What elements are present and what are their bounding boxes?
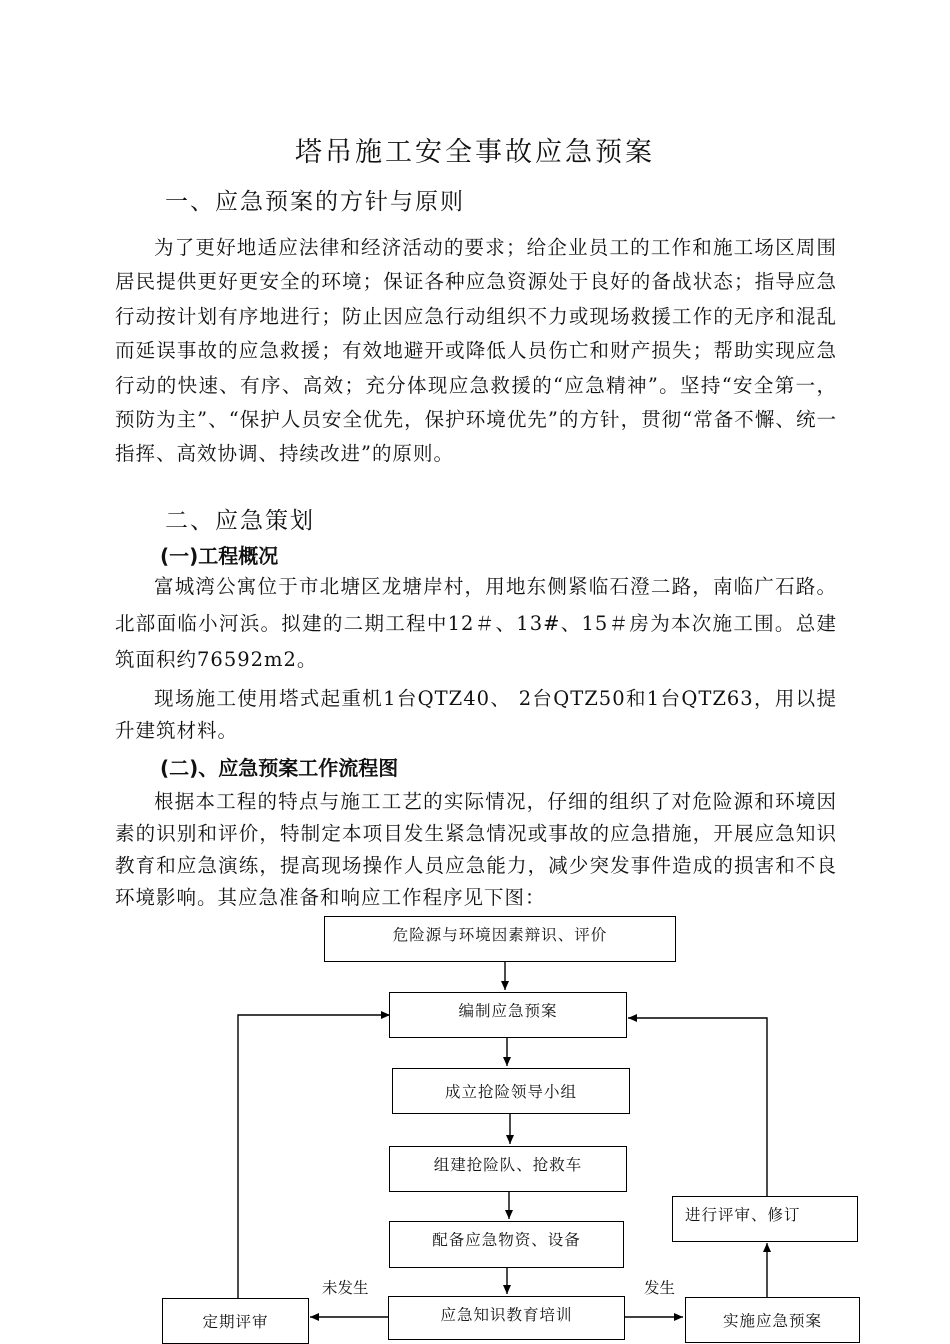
crane-info-text: 现场施工使用塔式起重机1台QTZ40、 2台QTZ50和1台QTZ63，用以提升建筑材料。	[115, 687, 837, 742]
section2-heading: 二、应急策划	[165, 508, 315, 534]
edge-label-occurred: 发生	[644, 1279, 676, 1297]
section1-paragraph-text: 为了更好地适应法律和经济活动的要求；给企业员工的工作和施工场区周围居民提供更好更安全的环境；保证各种应急资源处于良好的备战状态；指导应急行动按计划有序地进行；防止因应急行动组织不力或现场救援工作的无序和混乱而延误事故的应急救援；有效地避开或降低人员伤亡和财产损失；帮助实现应急行动的快速、有序、高效；充分体现应急救援的“应急精神”。坚持“安全第一，预防为主”、“保护人员安全优先，保护环境优先”的方针，贯彻“常备不懈、统一指挥、高效协调、持续改进”的原则。	[115, 236, 837, 466]
subsection1-heading: (一)工程概况	[160, 544, 279, 568]
section1-heading: 一、应急预案的方针与原则	[165, 189, 465, 215]
page-title: 塔吊施工安全事故应急预案	[295, 137, 655, 168]
flow-node-periodic-review: 定期评审	[162, 1298, 309, 1344]
flow-node-hazard-identification: 危险源与环境因素辩识、评价	[324, 916, 676, 962]
workflow-intro-text: 根据本工程的特点与施工工艺的实际情况，仔细的组织了对危险源和环境因素的识别和评价，特制定本项目发生紧急情况或事故的应急措施，开展应急知识教育和应急演练，提高现场操作人员应急能力，减少突发事件造成的损害和不良环境影响。其应急准备和响应工作程序见下图：	[115, 790, 837, 909]
flow-node-supplies: 配备应急物资、设备	[389, 1221, 624, 1268]
flow-node-training: 应急知识教育培训	[388, 1296, 625, 1340]
project-overview-text: 富城湾公寓位于市北塘区龙塘岸村，用地东侧紧临石澄二路，南临广石路。北部面临小河浜。拟建的二期工程中12＃、13#、15＃房为本次施工围。总建筑面积约76592m2。	[115, 575, 837, 671]
subsection2-heading: (二)、应急预案工作流程图	[160, 756, 399, 780]
flow-node-implement-plan: 实施应急预案	[685, 1297, 860, 1343]
arrow-revise-loop-right	[628, 1018, 767, 1196]
arrow-review-loop-left	[238, 1015, 390, 1298]
flow-node-rescue-squad: 组建抢险队、抢救车	[389, 1146, 627, 1192]
flow-node-compile-plan: 编制应急预案	[389, 992, 627, 1038]
flow-node-leadership-team: 成立抢险领导小组	[392, 1068, 630, 1114]
edge-label-not-occurred: 未发生	[322, 1279, 369, 1297]
flow-node-review-revise: 进行评审、修订	[672, 1196, 858, 1242]
